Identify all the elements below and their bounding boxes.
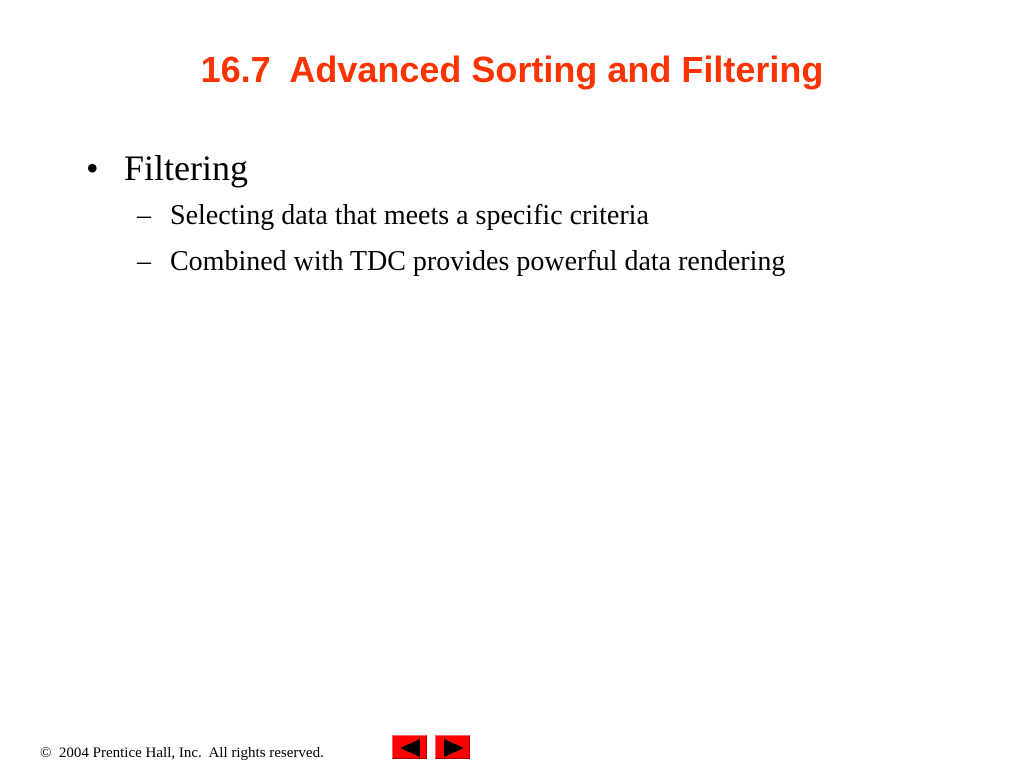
previous-slide-button[interactable] xyxy=(392,735,427,759)
left-arrow-icon xyxy=(393,736,428,760)
bullet-item-filtering xyxy=(86,146,248,190)
sub-bullet-text: Selecting data that meets a specific criteria xyxy=(170,200,649,231)
sub-bullet-item xyxy=(137,198,649,234)
slide-title: 16.7 Advanced Sorting and Filtering xyxy=(200,49,824,90)
right-arrow-icon xyxy=(436,736,471,760)
bullet-marker: • xyxy=(86,148,99,188)
sub-bullet-item xyxy=(137,244,785,280)
bullet-text: Filtering xyxy=(124,148,248,188)
next-slide-button[interactable] xyxy=(435,735,470,759)
sub-bullet-marker: – xyxy=(137,246,151,277)
sub-bullet-marker: – xyxy=(137,200,151,231)
sub-bullet-text: Combined with TDC provides powerful data rendering xyxy=(170,246,786,277)
copyright-notice: © 2004 Prentice Hall, Inc. All rights reserved. xyxy=(40,745,324,761)
